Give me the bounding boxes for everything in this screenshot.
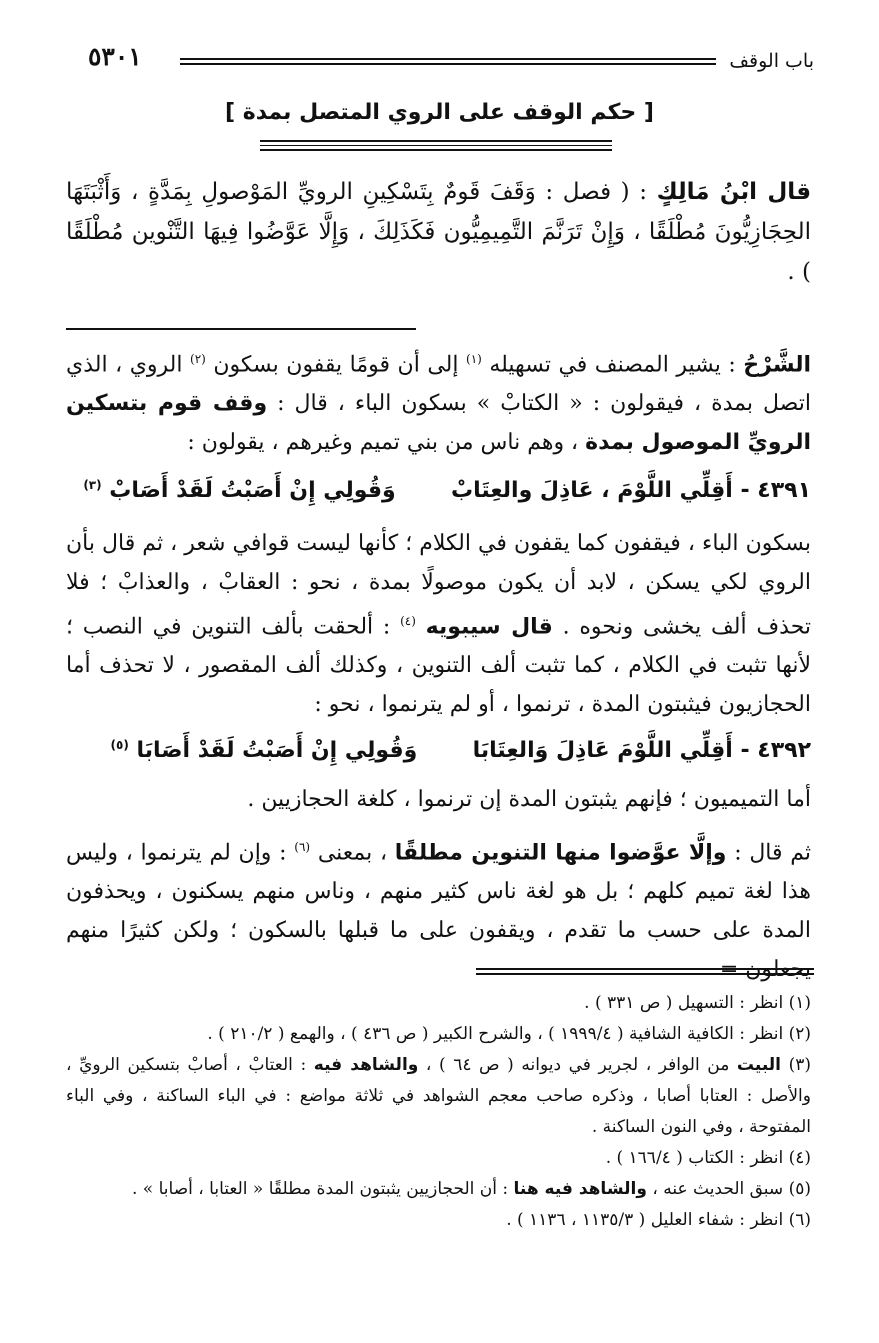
verse-number: ٤٣٩٢ - [740,738,811,764]
verse-hemistich-2: وَقُولِي إِنْ أَصَبْتُ لَقَدْ أَصَابْ [109,478,396,504]
footnote-ref-2[interactable]: (٢) [190,352,206,366]
footnote-text: من الوافر ، لجرير في ديوانه ( ص ٦٤ ) ، [425,1055,730,1075]
footnotes [66,988,811,1236]
footnote-2: (٢) انظر : الكافية الشافية ( ١٩٩٩/٤ ) ، والشرح الكبير ( ص ٤٣٦ ) ، والهمع ( ٢١٠/٢ ) . [207,1024,811,1044]
page-number: ٥٣٠١ [88,42,142,71]
footnote-text: (٥) سبق الحديث عنه ، [652,1179,811,1199]
verse-4392 [66,738,811,763]
verse-number: ٤٣٩١ - [740,478,811,504]
sharh-text: : ألحقت بألف التنوين في النصب ؛ لأنها تثبت في الكلام ، كما تثبت ألف التنوين ، وكذلك ألف المقصور ، لا تحذف أما الحجازيون فيثبتون المدة ، ترنموا ، أو لم يترنموا ، نحو : [66,614,811,718]
footnote-text: : العتابْ ، أصابْ بتسكين الرويِّ ، والأصل : العتابا أصابا ، وذكره صاحب معجم الشواهد في ثلاثة مواضع : في الباء الساكنة ، وفي الباء المفتوحة ، وفي النون الساكنة . [66,1055,811,1137]
footnote-ref-5[interactable]: (٥) [110,738,129,752]
matn-text: : ( فصل : وَقَفَ قَومٌ بِتَسْكِينِ الرويِّ المَوْصولِ بِمَدَّةٍ ، وَأَثْبَتَهَا الحِجَازِيُّونَ مُطْلَقًا ، وَإِنْ تَرَنَّمَ التَّمِيمِيُّون فَكَذَلِكَ ، وَإِلَّا عَوَّضُوا فِيهَا التَّنْوين مُطْلَقًا ) . [66,179,811,285]
sharh-text: : وإن لم يترنموا ، وليس هذا لغة تميم كلهم ؛ بل هو لغة ناس كثير منهم ، وناس منهم يسكنون ، ويحذفون المدة على حسب ما تقدم ، ويقفون على ما قبلها بالسكون ؛ ولكن كثيرًا منهم [66,840,811,944]
sharh-paragraph-3 [66,780,811,819]
sharh-label: الشَّرْحُ [743,352,812,378]
footnote-5 [66,1174,811,1205]
quoted-phrase: وإلَّا عوَّضوا منها التنوين مطلقًا [394,840,727,866]
sharh-paragraph-2 [66,524,811,724]
footnote-keyword: والشاهد فيه هنا [513,1179,647,1199]
footnote-6: (٦) انظر : شفاء العليل ( ١١٣٥/٣ ، ١١٣٦ ) . [506,1210,811,1230]
verse-hemistich-2: وَقُولِي إِنْ أَصَبْتُ لَقَدْ أَصَابَا [136,738,418,764]
matn-separator [66,328,416,330]
footnote-3 [66,1050,811,1143]
verse-hemistich-1: أَقِلِّي اللَّوْمَ ، عَاذِلَ والعِتَابْ [451,478,733,504]
quoted-phrase: وقف قوم بتسكين الرويِّ الموصول بمدة [66,391,811,456]
matn-author: قال ابْنُ مَالِكٍ [656,179,811,205]
chapter-title: باب الوقف [729,50,814,72]
verse-4391 [66,478,811,503]
sharh-text: إلى أن قومًا يقفون بسكون [213,352,459,378]
footnote-ref-3[interactable]: (٣) [83,478,102,492]
footnote-4: (٤) انظر : الكتاب ( ١٦٦/٤ ) . [605,1148,811,1168]
verse-hemistich-1: أَقِلِّي اللَّوْمَ عَاذِلَ وَالعِتَابَا [472,738,733,764]
page-header [88,38,814,78]
sharh-text: ثم قال : [734,840,811,866]
footnote-1: (١) انظر : التسهيل ( ص ٣٣١ ) . [584,993,811,1013]
title-underline [260,140,612,154]
footnote-separator [476,968,814,978]
header-rule [180,58,716,68]
footnote-keyword: والشاهد فيه [313,1055,419,1075]
matn-paragraph [66,172,811,292]
sharh-text: : يشير المصنف في تسهيله [489,352,736,378]
sharh-text: بسكون الباء ، فيقفون كما يقفون في الكلام ؛ كأنها ليست قوافي شعر ، ثم قال بأن الروي لكي يسكن ، لابد أن يكون موصولًا بمدة ، نحو : العقابْ ، والعذابْ ؛ فلا تحذف ألف يخشى ونحوه . [66,531,812,640]
sharh-text: الروي ، الذي اتصل بمدة ، فيقولون : « الكتابْ » بسكون الباء ، قال : [66,352,811,417]
quoted-phrase: قال سيبويه [425,614,553,640]
sharh-text: ، وهم ناس من بني تميم وغيرهم ، يقولون : [187,430,579,456]
sharh-text: أما التميميون ؛ فإنهم يثبتون المدة إن ترنموا ، كلغة الحجازيين . [247,787,811,812]
footnote-text: : أن الحجازيين يثبتون المدة مطلقًا « العتابا ، أصابا » . [132,1179,509,1199]
footnote-ref-6[interactable]: (٦) [294,840,311,854]
sharh-paragraph-1 [66,340,811,462]
footnote-keyword: البيت [736,1055,781,1075]
footnote-number: (٣) [788,1055,811,1075]
sharh-text: ، بمعنى [317,840,388,866]
sharh-paragraph-4 [66,828,811,989]
footnote-ref-1[interactable]: (١) [466,352,482,366]
section-title: [ حكم الوقف على الروي المتصل بمدة ] [225,100,654,125]
footnote-ref-4[interactable]: (٤) [400,614,416,628]
